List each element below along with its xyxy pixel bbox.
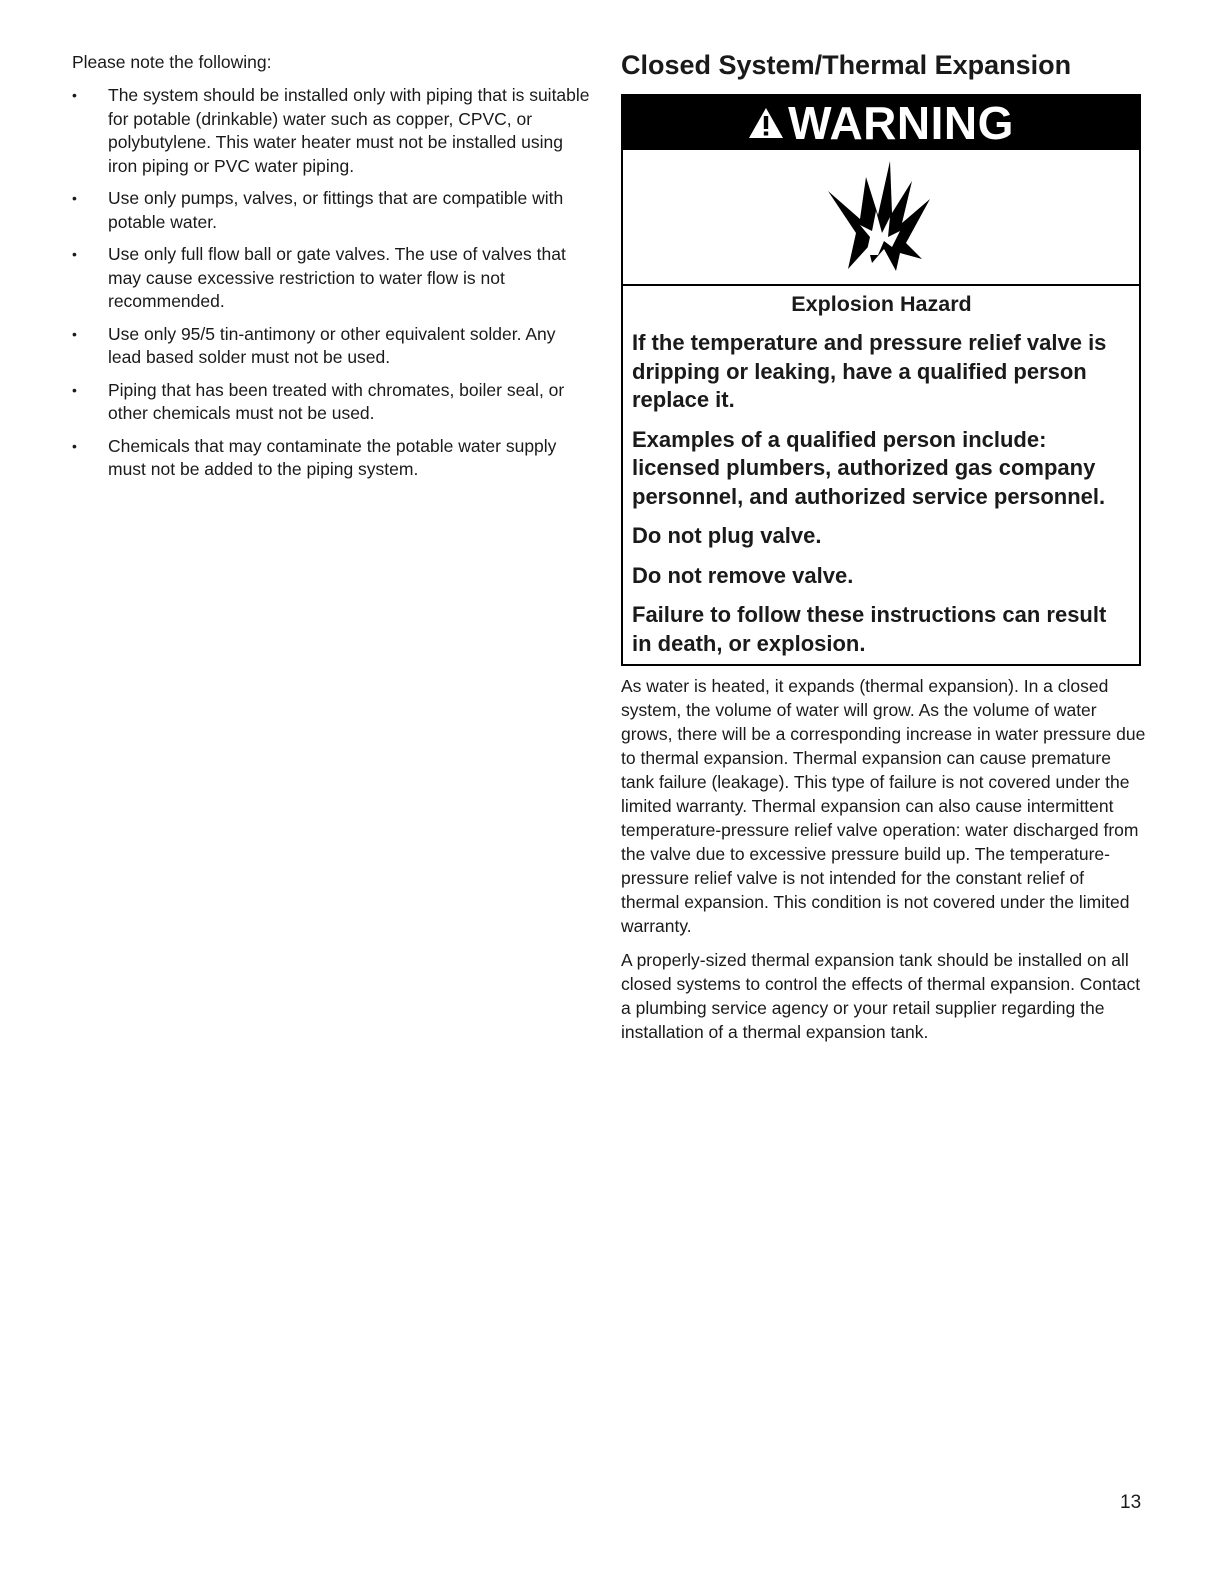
body-paragraph: A properly-sized thermal expansion tank should be installed on all closed systems to control the effects of thermal expansion. Contact a plumbing service agency or your retail supplier regarding the installation of a thermal expansion tank. [621,950,1141,1042]
left-column [72,50,592,491]
list-item: • Chemicals that may contaminate the potable water supply must not be added to the piping system. [72,435,557,479]
list-item: • Piping that has been treated with chromates, boiler seal, or other chemicals must not be used. [72,379,565,423]
warning-box [621,94,1141,666]
warning-body [623,286,1139,664]
warning-label: WARNING [788,97,1014,149]
notes-list [72,84,592,482]
warning-header [623,96,1139,150]
list-item: • Use only 95/5 tin-antimony or other equivalent solder. Any lead based solder must not be used. [72,323,556,367]
bullet: • [72,246,77,262]
right-column [621,48,1151,1044]
bullet: • [72,190,77,206]
list-item: • Use only full flow ball or gate valves. The use of valves that may cause excessive restriction to water flow is not recommended. [72,244,566,311]
intro-text: Please note the following: [72,52,272,72]
body-paragraph: As water is heated, it expands (thermal expansion). In a closed system, the volume of water will grow. As the volume of water grows, there will be a corresponding increase in water pressure due to thermal expansion. Thermal expansion can cause premature tank failure (leakage). This type of failure is not covered under the limited warranty. Thermal expansion can also cause intermittent temperature-pressure relief valve operation: water discharged from the valve due to excessive pressure build up. The temperature-pressure relief valve is not intended for the constant relief of thermal expansion. This condition is not covered under the limited warranty. [621,676,1146,936]
warning-paragraph: Examples of a qualified person include: licensed plumbers, authorized gas company personnel, and authorized service personnel. [632,426,1106,509]
warning-paragraph: If the temperature and pressure relief valve is dripping or leaking, have a qualified person replace it. [632,330,1107,412]
list-item: • Use only pumps, valves, or fittings that are compatible with potable water. [72,188,564,232]
page-number: 13 [1120,1492,1142,1513]
explosion-icon [826,159,936,276]
section-title: Closed System/Thermal Expansion [621,50,1072,80]
hazard-symbol-area [623,150,1139,286]
bullet: • [72,381,77,398]
warning-paragraph: Failure to follow these instructions can result in death, or explosion. [632,602,1107,656]
list-item: • The system should be installed only with piping that is suitable for potable (drinkable) water such as copper, CPVC, or polybutylene. This water heater must not be installed using iron piping or PVC water piping. [72,85,590,176]
bullet: • [72,437,77,454]
hazard-title: Explosion Hazard [791,292,972,316]
warning-paragraph: Do not remove valve. [632,562,854,588]
bullet: • [72,325,77,342]
alert-triangle-icon [748,107,784,139]
bullet: • [72,87,77,103]
warning-paragraph: Do not plug valve. [632,523,822,548]
